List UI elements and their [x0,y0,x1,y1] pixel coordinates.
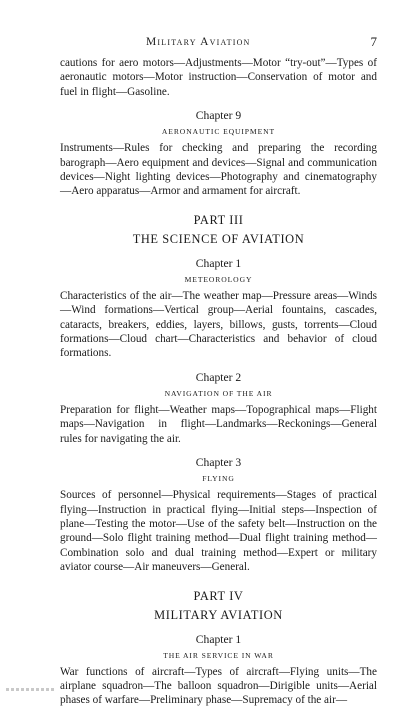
part-3-chapter-2-paragraph: Preparation for flight—Weather maps—Topographical maps—Flight maps—Navigation in flight—Landmarks—Reckonings—General rules for navigating the air. [60,403,377,445]
part-3-chapter-3-subject: FLYING [202,474,235,484]
part-3-title: THE SCIENCE OF AVIATION [132,231,305,246]
part-4-chapter-1-paragraph: War functions of aircraft—Types of aircraft—Flying units—The airplane squadron—The balloon squadron—Dirigible units—Aerial phases of warfare—Preliminary phase—Supremacy of the air— [60,665,377,707]
part-3-chapter-1-heading: Chapter 1 [195,256,242,270]
intro-paragraph: cautions for aero motors—Adjustments—Motor “try-out”—Types of aeronautic motors—Motor instruction—Conservation of motor and fuel in flight—Gasoline. [60,57,377,98]
part-3-chapter-1-paragraph: Characteristics of the air—The weather map—Pressure areas—Winds—Wind formations—Vertical group—Aerial fountains, cascades, cataracts, breakers, eddies, layers, billows, gusts, torrents—Cloud formations—Cloud chart—Characteristics and behavior of cloud formations. [60,289,377,360]
part-3-chapter-1-subject: METEOROLOGY [184,274,253,284]
page-number: 7 [370,34,377,49]
part-3-chapter-3-heading: Chapter 3 [195,456,242,470]
part-4-chapter-1-heading: Chapter 1 [195,632,242,646]
chapter-9-subject: AERONAUTIC EQUIPMENT [161,127,276,137]
part-4-title: MILITARY AVIATION [154,607,283,622]
chapter-9-paragraph: Instruments—Rules for checking and preparing the recording barograph—Aero equipment and devices—Signal and communication devices—Night lighting devices—Photography and cinematography—Aero apparatus—Armor and armament for aircraft. [60,142,377,198]
table-of-contents-body [60,56,377,708]
part-3-chapter-3-paragraph: Sources of personnel—Physical requirements—Stages of practical flying—Instruction in practical flying—Initial steps—Inspection of plane—Testing the motor—Use of the safety belt—Instruction on the ground—Solo flight training method—Dual flight training method—Combination solo and dual training method—Expert or military aviator course—Air maneuvers—General. [60,489,377,574]
part-3-chapter-2-heading: Chapter 2 [195,370,242,384]
running-header [60,36,377,52]
scan-edge-mark [6,688,54,691]
part-4-chapter-1-subject: THE AIR SERVICE IN WAR [163,650,274,660]
running-title: Military Aviation [146,36,251,48]
part-3-heading: PART III [193,212,244,227]
part-3-chapter-2-subject: NAVIGATION OF THE AIR [164,388,273,398]
chapter-9-heading: Chapter 9 [195,109,242,123]
part-4-heading: PART IV [193,588,244,603]
